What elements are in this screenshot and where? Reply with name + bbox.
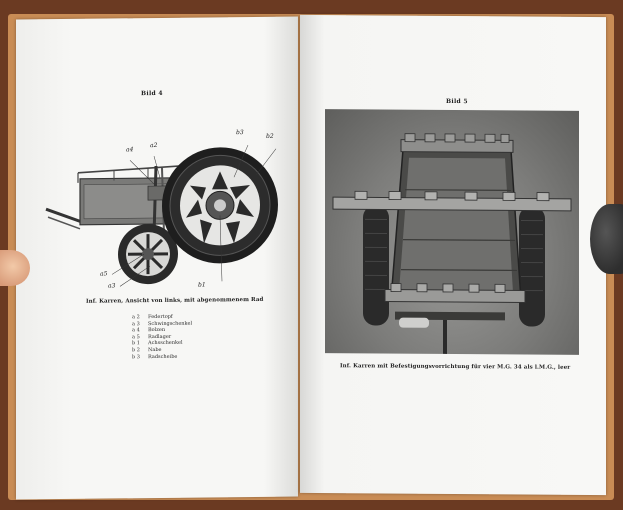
figure-4-title: Bild 4 [141, 89, 163, 98]
callout-a4: a4 [126, 146, 134, 154]
legend-row: a 5 Radlager [132, 333, 172, 341]
figure-5-title: Bild 5 [446, 97, 468, 106]
right-hand-thumb [590, 204, 623, 274]
right-page [300, 15, 606, 495]
cart-top-view-photo [325, 109, 579, 355]
legend-row: b 1 Achsschenkel [132, 340, 183, 347]
legend-row: a 4 Bolzen [132, 327, 166, 334]
parts-legend [132, 314, 192, 361]
callout-b1: b1 [198, 281, 206, 289]
cart-side-view-illustration [44, 125, 284, 298]
legend-row: b 3 Radscheibe [132, 353, 178, 360]
left-page [16, 17, 298, 500]
figure-5-caption: Inf. Karren mit Befestigungsvorrichtung für vier M.G. 34 als l.M.G., leer [340, 363, 571, 371]
callout-b2: b2 [266, 132, 274, 140]
callout-a5: a5 [100, 270, 108, 278]
callout-b3: b3 [236, 129, 244, 137]
cart-photo-drawing [325, 109, 579, 355]
legend-row: a 2 Federtopf [132, 313, 173, 321]
callout-a3: a3 [108, 282, 116, 290]
figure-4-caption: Inf. Karren, Ansicht von links, mit abgenommenem Rad [86, 296, 264, 305]
legend-row: b 2 Nabe [132, 346, 162, 354]
callout-a2: a2 [150, 141, 158, 150]
legend-row: a 3 Schwingschenkel [132, 320, 193, 327]
